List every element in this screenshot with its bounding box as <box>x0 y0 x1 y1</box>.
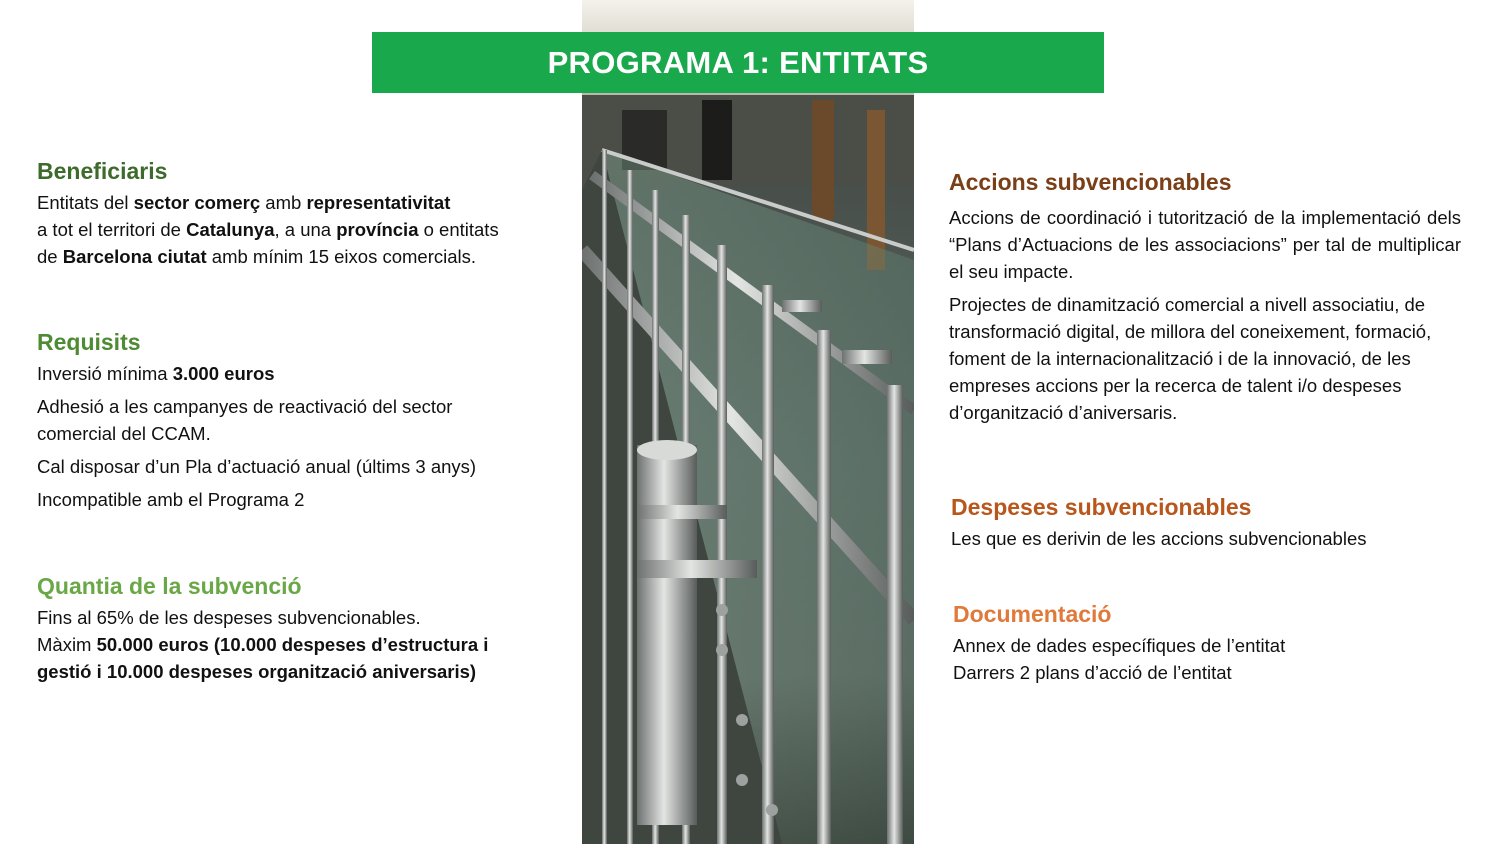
accions-paragraph-2: Projectes de dinamització comercial a nivell associatiu, de transformació digital, de millora del coneixement, formació, foment de la internacionalització i de la innovació, de les empreses accions per la recerca de talent i/o despeses d’organització d’aniversaris. <box>949 294 1432 423</box>
documentacio-line-2: Darrers 2 plans d’acció de l’entitat <box>953 662 1232 683</box>
requisits-heading: Requisits <box>37 329 141 355</box>
accions-section <box>949 168 1461 426</box>
requisits-item-1: Inversió mínima 3.000 euros <box>37 363 275 384</box>
accions-paragraph-1: Accions de coordinació i tutorització de la implementació dels “Plans d’Actuacions de les associacions” per tal de multiplicar el seu impacte. <box>949 207 1461 282</box>
beneficiaris-line-3: de Barcelona ciutat amb mínim 15 eixos comercials. <box>37 246 477 267</box>
beneficiaris-line-1: Entitats del sector comerç amb representativitat <box>37 192 451 213</box>
quantia-heading: Quantia de la subvenció <box>37 573 302 599</box>
despeses-heading: Despeses subvencionables <box>951 494 1252 520</box>
documentacio-line-1: Annex de dades específiques de l’entitat <box>953 635 1286 656</box>
despeses-paragraph: Les que es derivin de les accions subvencionables <box>951 528 1367 549</box>
beneficiaris-section <box>37 157 577 270</box>
accions-heading: Accions subvencionables <box>949 169 1232 195</box>
beneficiaris-heading: Beneficiaris <box>37 158 168 184</box>
page-title-banner <box>372 32 1104 93</box>
despeses-section <box>951 493 1461 552</box>
documentacio-section <box>953 600 1453 686</box>
photo-illustration <box>582 0 914 844</box>
requisits-item-3: Cal disposar d’un Pla d’actuació anual (últims 3 anys) <box>37 456 477 477</box>
mall-railing-photo <box>582 0 914 844</box>
quantia-section <box>37 572 542 685</box>
requisits-item-4: Incompatible amb el Programa 2 <box>37 489 305 510</box>
page-title: PROGRAMA 1: ENTITATS <box>547 44 929 80</box>
quantia-line-1: Fins al 65% de les despeses subvencionables. <box>37 607 421 628</box>
beneficiaris-line-2: a tot el territori de Catalunya, a una província o entitats <box>37 219 499 240</box>
documentacio-heading: Documentació <box>953 601 1112 627</box>
quantia-line-2: Màxim 50.000 euros (10.000 despeses d’estructura i gestió i 10.000 despeses organització aniversaris) <box>37 634 489 682</box>
requisits-item-2: Adhesió a les campanyes de reactivació del sector comercial del CCAM. <box>37 396 453 444</box>
requisits-section <box>37 328 517 513</box>
